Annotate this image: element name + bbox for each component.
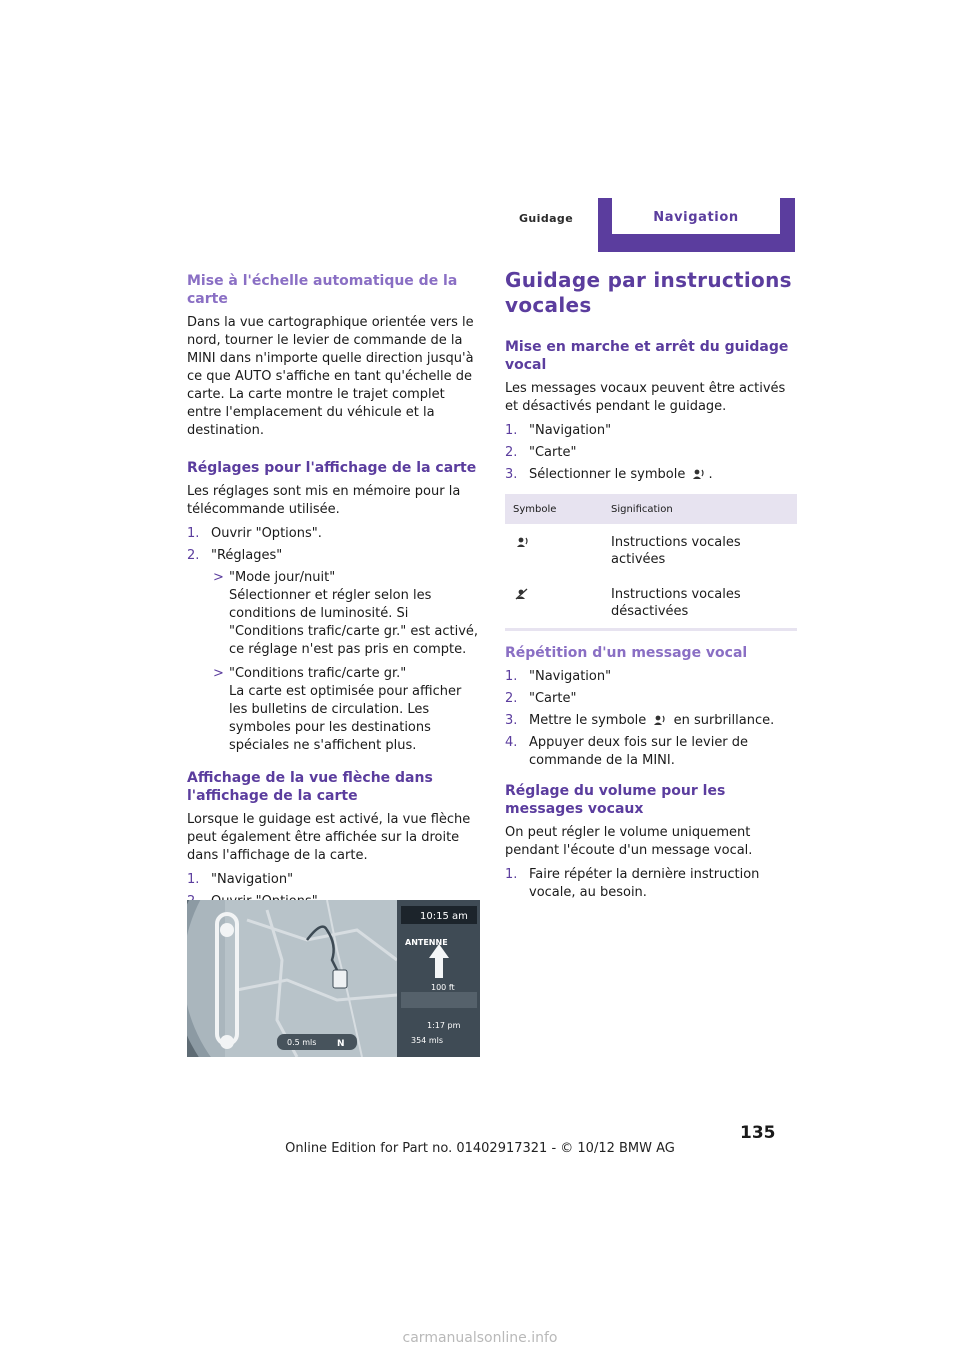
paragraph-arrow-view: Lorsque le guidage est activé, la vue flèche peut également être affichée sur la droite dans l'affichage de la carte.: [187, 812, 471, 863]
orientation-readout: N: [337, 1039, 345, 1049]
chapter-tab-label: Navigation: [612, 198, 780, 234]
list-item: 2. "Carte": [505, 691, 577, 706]
voice-on-icon: [691, 468, 706, 480]
table-cell-meaning: Instructions vocales désactivées: [603, 576, 797, 630]
paragraph-auto-scale: Dans la vue cartographique orientée vers le nord, tourner le levier de commande de la MINI dans n'importe quelle direction jusqu'à ce que AUTO s'affiche en tant qu'échelle de carte. La carte montre le trajet complet entre l'emplacement du véhicule et la destination.: [187, 315, 474, 438]
list-item: > "Mode jour/nuit" Sélectionner et régler selon les conditions de luminosité. Si "Conditions trafic/carte gr." est activé, ce réglage n'est pas pris en compte.: [213, 570, 479, 657]
watermark: carmanualsonline.info: [402, 1330, 558, 1346]
table-cell-meaning: Instructions vocales activées: [611, 535, 741, 567]
heading-voice-guidance: Guidage par instructions vocales: [505, 268, 792, 317]
heading-arrow-view: Affichage de la vue flèche dans l'affichage de la carte: [187, 770, 433, 804]
table-header-meaning: Signification: [603, 494, 797, 524]
trip-readout: 354 mls: [411, 1036, 443, 1045]
voice-on-icon: [515, 536, 530, 548]
list-item: > "Conditions trafic/carte gr." La carte est optimisée pour afficher les bulletins de circulation. Les symboles pour les destinations spéciales ne s'affichent plus.: [213, 666, 462, 753]
heading-voice-on-off: Mise en marche et arrêt du guidage vocal: [505, 339, 789, 373]
navigation-display-screenshot: [187, 900, 480, 1057]
voice-on-off-steps: [505, 422, 797, 484]
bullet-arrow-icon: >: [213, 570, 224, 585]
symbol-table: [505, 494, 797, 631]
left-column: [187, 272, 482, 937]
eta-readout: 1:17 pm: [427, 1021, 461, 1030]
time-readout: 10:15 am: [420, 911, 468, 922]
source-readout: ANTENNE: [405, 938, 448, 947]
list-item: 2. "Carte": [505, 445, 577, 460]
list-item: 1. "Navigation": [505, 423, 612, 438]
footer-edition: Online Edition for Part no. 01402917321 - © 10/12 BMW AG: [285, 1141, 675, 1156]
list-item: 2. "Réglages" > "Mode jour/nuit" Sélectionner et régler selon les conditions de luminosité. Si "Conditions trafic/carte gr." est activé, ce réglage n'est pas pris en compte. > "Conditions trafic/carte gr." La carte est optimisée pour afficher les bulletins de circulation. Les symboles pour les destinations spéciales ne s'affichent plus.: [187, 547, 482, 755]
list-item: 1. "Navigation": [187, 872, 294, 887]
volume-steps: [505, 866, 797, 902]
settings-sub-list: [211, 569, 482, 755]
bullet-arrow-icon: >: [213, 666, 224, 681]
settings-steps: [187, 525, 482, 755]
running-header-section: Guidage: [519, 212, 574, 225]
voice-on-icon: [652, 714, 667, 726]
table-header-symbol: Symbole: [505, 494, 603, 524]
heading-auto-scale: Mise à l'échelle automatique de la carte: [187, 273, 458, 307]
paragraph-voice-on-off: Les messages vocaux peuvent être activés et désactivés pendant le guidage.: [505, 381, 786, 414]
scale-readout: 0.5 mls: [287, 1038, 317, 1047]
heading-volume: Réglage du volume pour les messages vocaux: [505, 783, 726, 817]
list-item: 1. Faire répéter la dernière instruction vocale, au besoin.: [505, 867, 760, 900]
list-item: 3. Sélectionner le symbole .: [505, 467, 713, 482]
table-row: [505, 576, 797, 630]
heading-map-settings: Réglages pour l'affichage de la carte: [187, 460, 477, 476]
right-column: [505, 268, 797, 906]
heading-repeat-message: Répétition d'un message vocal: [505, 645, 748, 661]
list-item: 1. "Navigation": [505, 669, 612, 684]
list-item: 3. Mettre le symbole en surbrillance.: [505, 713, 775, 728]
paragraph-map-settings: Les réglages sont mis en mémoire pour la télécommande utilisée.: [187, 484, 461, 517]
table-row: [505, 524, 797, 576]
page-number: 135: [740, 1123, 776, 1143]
list-item: 4. Appuyer deux fois sur le levier de commande de la MINI.: [505, 735, 749, 768]
paragraph-volume: On peut régler le volume uniquement pendant l'écoute d'un message vocal.: [505, 825, 753, 858]
repeat-steps: [505, 668, 797, 770]
distance-readout: 100 ft: [431, 983, 455, 992]
voice-off-icon: [515, 588, 530, 600]
list-item: 1. Ouvrir "Options".: [187, 526, 322, 541]
